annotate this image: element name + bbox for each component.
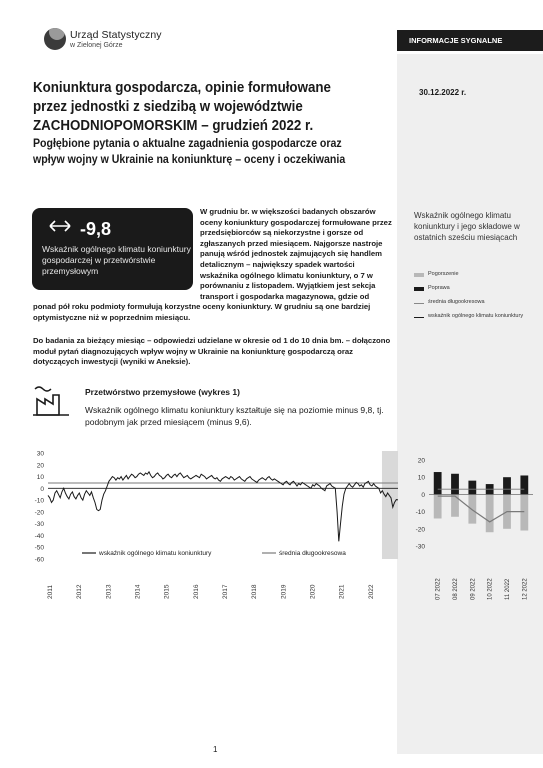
x-tick-label: 2022 bbox=[367, 584, 375, 599]
y-tick-label: 0 bbox=[40, 485, 44, 493]
bar-poprawa bbox=[520, 475, 528, 494]
legend-swatch bbox=[414, 303, 424, 304]
legend-label: średnia długookresowa bbox=[279, 550, 346, 557]
y-tick-label: -30 bbox=[34, 521, 44, 529]
sidebar-chart-title: Wskaźnik ogólnego klimatu koniunktury i jego składowe w ostatnich sześciu miesiącach bbox=[414, 211, 520, 242]
x-tick-label: 08 2022 bbox=[453, 578, 459, 600]
y-tick-label: 10 bbox=[417, 474, 425, 482]
legend-item bbox=[414, 284, 539, 298]
legend-swatch bbox=[414, 273, 424, 277]
legend-swatch bbox=[414, 287, 424, 291]
legend-swatch bbox=[414, 317, 424, 318]
climate-indicator-line bbox=[438, 496, 525, 522]
bar-poprawa bbox=[434, 472, 442, 494]
bar-pogorszenie bbox=[468, 494, 476, 523]
bar-pogorszenie bbox=[434, 494, 442, 518]
y-tick-label: -20 bbox=[415, 526, 425, 534]
y-tick-label: 20 bbox=[36, 462, 44, 470]
y-tick-label: -20 bbox=[34, 509, 44, 517]
x-tick-label: 12 2022 bbox=[522, 578, 529, 600]
y-tick-label: 30 bbox=[36, 450, 44, 458]
legend-label: wskaźnik ogólnego klimatu koniunktury bbox=[99, 550, 212, 557]
x-tick-label: 2019 bbox=[280, 584, 288, 599]
bar-poprawa bbox=[468, 481, 476, 495]
y-tick-label: -10 bbox=[34, 497, 44, 505]
main-line-chart bbox=[20, 445, 402, 605]
sidebar-legend bbox=[414, 270, 539, 326]
legend-label: Poprawa bbox=[428, 285, 450, 291]
legend-item bbox=[414, 298, 539, 312]
x-tick-label: 2018 bbox=[251, 584, 259, 599]
sidebar-bar-chart bbox=[405, 452, 537, 602]
y-tick-label: -10 bbox=[415, 509, 425, 517]
x-tick-label: 2013 bbox=[105, 584, 113, 599]
x-tick-label: 2020 bbox=[309, 584, 317, 599]
x-tick-label: 2017 bbox=[222, 584, 229, 599]
y-tick-label: -60 bbox=[34, 556, 44, 564]
shaded-period bbox=[382, 451, 398, 559]
x-tick-label: 2021 bbox=[338, 584, 346, 599]
page-number: 1 bbox=[213, 745, 218, 754]
x-tick-label: 10 2022 bbox=[487, 578, 494, 600]
intro-paragraph-continued: ponad pół roku podmioty formułują korzystne oceny koniunktury. W grudniu są one bardziej optymistyczne niż w poprzednim miesiącu. bbox=[33, 302, 371, 322]
bar-poprawa bbox=[451, 474, 459, 495]
double-arrow-icon bbox=[48, 217, 72, 240]
legend-label: średnia długookresowa bbox=[428, 299, 485, 305]
y-tick-label: 10 bbox=[36, 474, 44, 482]
bar-pogorszenie bbox=[486, 494, 494, 532]
x-tick-label: 11 2022 bbox=[505, 578, 511, 600]
kpi-label: Wskaźnik ogólnego klimatu koniunktury gospodarczej w przetwórstwie przemysłowym bbox=[42, 244, 191, 276]
y-tick-label: 0 bbox=[421, 491, 425, 499]
legend-label: wskaźnik ogólnego klimatu koniunktury bbox=[428, 313, 524, 319]
section-title: Przetwórstwo przemysłowe (wykres 1) bbox=[85, 387, 240, 397]
climate-indicator-line bbox=[48, 472, 398, 542]
legend-item bbox=[414, 312, 539, 326]
page-subtitle: Pogłębione pytania o aktualne zagadnienia gospodarcze oraz wpływ wojny w Ukrainie na koniunkturę – oceny i oczekiwania bbox=[33, 138, 346, 166]
intro-paragraph: W grudniu br. w większości badanych obszarów oceny koniunktury gospodarczej formułowane przez przedsiębiorców są niekorzystne i gorsze od zgłaszanych przed miesiącem. Najgorsze nastroje panują wśród jednostek zajmujących się handlem detalicznym – największy spadek wartości wskaźnika ogólnego klimatu koniunktury, o 7 w porównaniu z listopadem. Wyjątkiem jest sekcja transport i gospodarka magazynowa, gdzie od bbox=[200, 207, 392, 301]
x-tick-label: 2015 bbox=[163, 584, 171, 599]
y-tick-label: -30 bbox=[415, 543, 425, 551]
section-text: Wskaźnik ogólnego klimatu koniunktury kształtuje się na poziomie minus 9,8, tj. podobnym jak przed miesiącem (minus 9,6). bbox=[85, 405, 384, 427]
x-tick-label: 2011 bbox=[47, 585, 54, 599]
x-tick-label: 09 2022 bbox=[470, 578, 477, 600]
page-title: Koniunktura gospodarcza, opinie formułowane przez jednostki z siedzibą w województwie ZACHODNIOPOMORSKIM – grudzień 2022 r. bbox=[33, 80, 331, 134]
publication-date: 30.12.2022 r. bbox=[419, 88, 467, 97]
bar-pogorszenie bbox=[520, 494, 528, 530]
y-tick-label: -40 bbox=[34, 532, 44, 540]
x-tick-label: 2016 bbox=[192, 584, 200, 599]
legend-label: Pogorszenie bbox=[428, 271, 459, 277]
y-tick-label: 20 bbox=[417, 457, 425, 465]
x-tick-label: 2014 bbox=[134, 584, 142, 599]
kpi-value: -9,8 bbox=[80, 219, 112, 239]
x-tick-label: 07 2022 bbox=[435, 578, 442, 600]
kpi-box bbox=[32, 208, 193, 290]
x-tick-label: 2012 bbox=[76, 584, 84, 599]
org-name: Urząd Statystyczny bbox=[70, 29, 162, 41]
publication-type-banner: INFORMACJE SYGNALNE bbox=[397, 30, 543, 51]
sidebar-panel bbox=[397, 54, 543, 754]
bar-poprawa bbox=[503, 477, 511, 494]
org-location: w Zielonej Górze bbox=[70, 42, 123, 49]
method-paragraph: Do badania za bieżący miesiąc – odpowiedzi udzielane w okresie od 1 do 10 dnia bm. – dołączono moduł pytań diagnozujących wpływ wojny w Ukrainie na koniunkturę gospodarczą oraz dotyczących inwestycji (wyniki w Aneksie). bbox=[33, 336, 391, 367]
legend-item bbox=[414, 270, 539, 284]
logo-icon bbox=[44, 28, 66, 50]
y-tick-label: -50 bbox=[34, 544, 44, 552]
factory-icon bbox=[33, 385, 73, 417]
